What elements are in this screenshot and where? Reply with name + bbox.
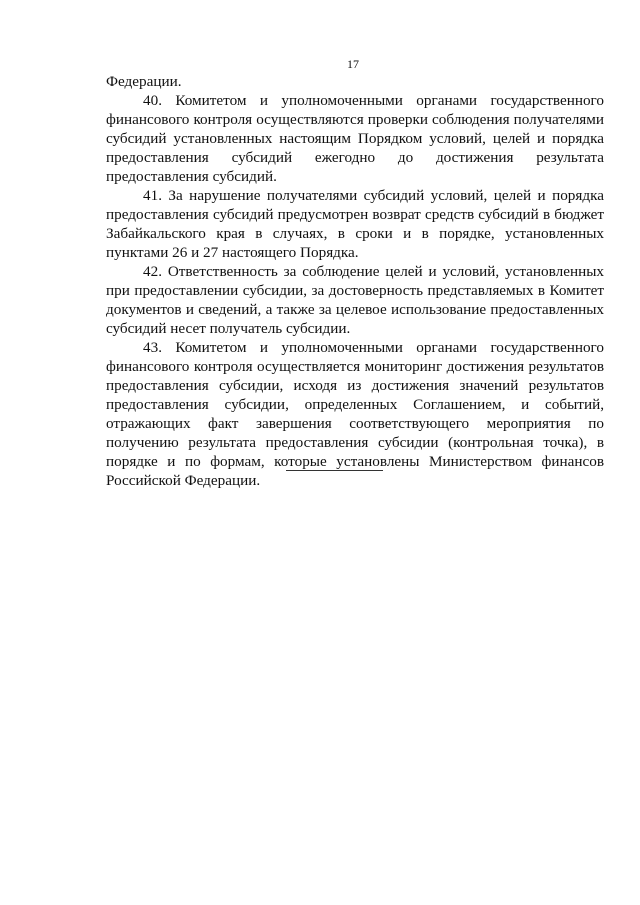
paragraph-40: 40. Комитетом и уполномоченными органами государственного финансового контроля осуществляются проверки соблюдения получателями субсидий установленных настоящим Порядком условий, целей и порядка предоставления субсидий ежегодно до достижения результата предоставления субсидий. (106, 92, 604, 185)
paragraph-41: 41. За нарушение получателями субсидий условий, целей и порядка предоставления субсидий предусмотрен возврат средств субсидий в бюджет Забайкальского края в случаях, в сроки и в порядке, установленных пунктами 26 и 27 настоящего Порядка. (106, 187, 604, 261)
page-number: 17 (347, 57, 359, 71)
paragraph-continuation: Федерации. (106, 73, 182, 90)
document-body (106, 72, 604, 490)
paragraph-43: 43. Комитетом и уполномоченными органами государственного финансового контроля осуществляется мониторинг достижения результатов предоставления субсидии, исходя из достижения значений результатов предоставления субсидии, определенных Соглашением, и событий, отражающих факт завершения соответствующего мероприятия по получению результата предоставления субсидии (контрольная точка), в порядке и по формам, которые установлены Министерством финансов Российской Федерации. (106, 339, 604, 489)
paragraph-42: 42. Ответственность за соблюдение целей и условий, установленных при предоставлении субсидии, за достоверность представляемых в Комитет документов и сведений, а также за целевое использование предоставленных субсидий несет получатель субсидии. (106, 263, 604, 337)
end-separator-line (286, 470, 383, 471)
